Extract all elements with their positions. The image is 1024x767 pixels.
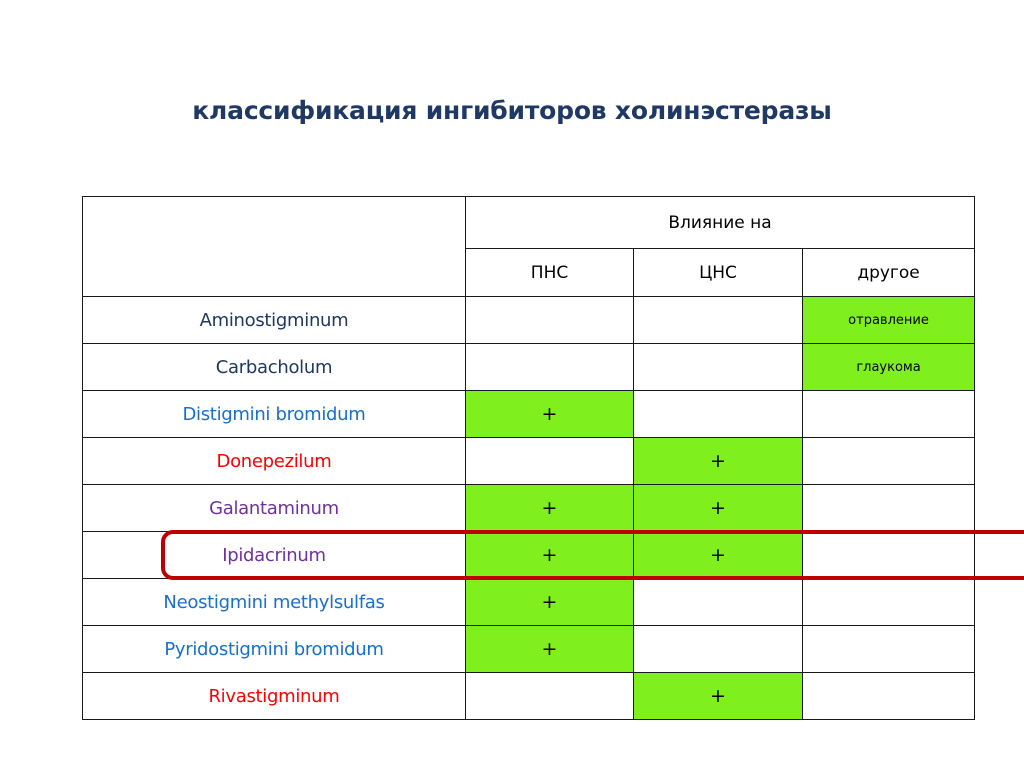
table-corner-cell — [83, 197, 466, 297]
pns-cell — [466, 344, 634, 391]
other-cell: глаукома — [803, 344, 975, 391]
other-cell — [803, 485, 975, 532]
other-cell — [803, 532, 975, 579]
table-row — [83, 438, 975, 485]
table-row — [83, 532, 975, 579]
other-cell — [803, 438, 975, 485]
table-row — [83, 391, 975, 438]
drug-name-cell: Pyridostigmini bromidum — [83, 626, 466, 673]
cns-cell: + — [634, 485, 803, 532]
other-cell — [803, 626, 975, 673]
drug-name-cell: Donepezilum — [83, 438, 466, 485]
table-header-row-group — [83, 197, 975, 249]
pns-cell: + — [466, 485, 634, 532]
page-title: классификация ингибиторов холинэстеразы — [192, 96, 832, 125]
table-row — [83, 344, 975, 391]
pns-cell: + — [466, 532, 634, 579]
table-row — [83, 626, 975, 673]
pns-cell — [466, 297, 634, 344]
column-header-pns: ПНС — [466, 249, 634, 297]
table-header — [83, 197, 975, 297]
table-row — [83, 297, 975, 344]
cns-cell — [634, 579, 803, 626]
pns-cell — [466, 438, 634, 485]
other-cell: отравление — [803, 297, 975, 344]
table-row — [83, 485, 975, 532]
cns-cell — [634, 391, 803, 438]
classification-table-container — [82, 196, 974, 708]
table-body — [83, 297, 975, 720]
column-header-cns: ЦНС — [634, 249, 803, 297]
drug-name-cell: Carbacholum — [83, 344, 466, 391]
pns-cell: + — [466, 626, 634, 673]
drug-name-cell: Galantaminum — [83, 485, 466, 532]
table-row — [83, 579, 975, 626]
drug-name-cell: Aminostigminum — [83, 297, 466, 344]
cns-cell — [634, 297, 803, 344]
classification-table — [82, 196, 975, 720]
column-header-other: другое — [803, 249, 975, 297]
drug-name-cell: Distigmini bromidum — [83, 391, 466, 438]
cns-cell — [634, 344, 803, 391]
group-header-influence-on: Влияние на — [466, 197, 975, 249]
pns-cell — [466, 673, 634, 720]
drug-name-cell: Rivastigminum — [83, 673, 466, 720]
pns-cell: + — [466, 579, 634, 626]
table-row — [83, 673, 975, 720]
drug-name-cell: Ipidacrinum — [83, 532, 466, 579]
cns-cell: + — [634, 673, 803, 720]
drug-name-cell: Neostigmini methylsulfas — [83, 579, 466, 626]
other-cell — [803, 673, 975, 720]
cns-cell: + — [634, 438, 803, 485]
other-cell — [803, 391, 975, 438]
pns-cell: + — [466, 391, 634, 438]
cns-cell — [634, 626, 803, 673]
other-cell — [803, 579, 975, 626]
cns-cell: + — [634, 532, 803, 579]
